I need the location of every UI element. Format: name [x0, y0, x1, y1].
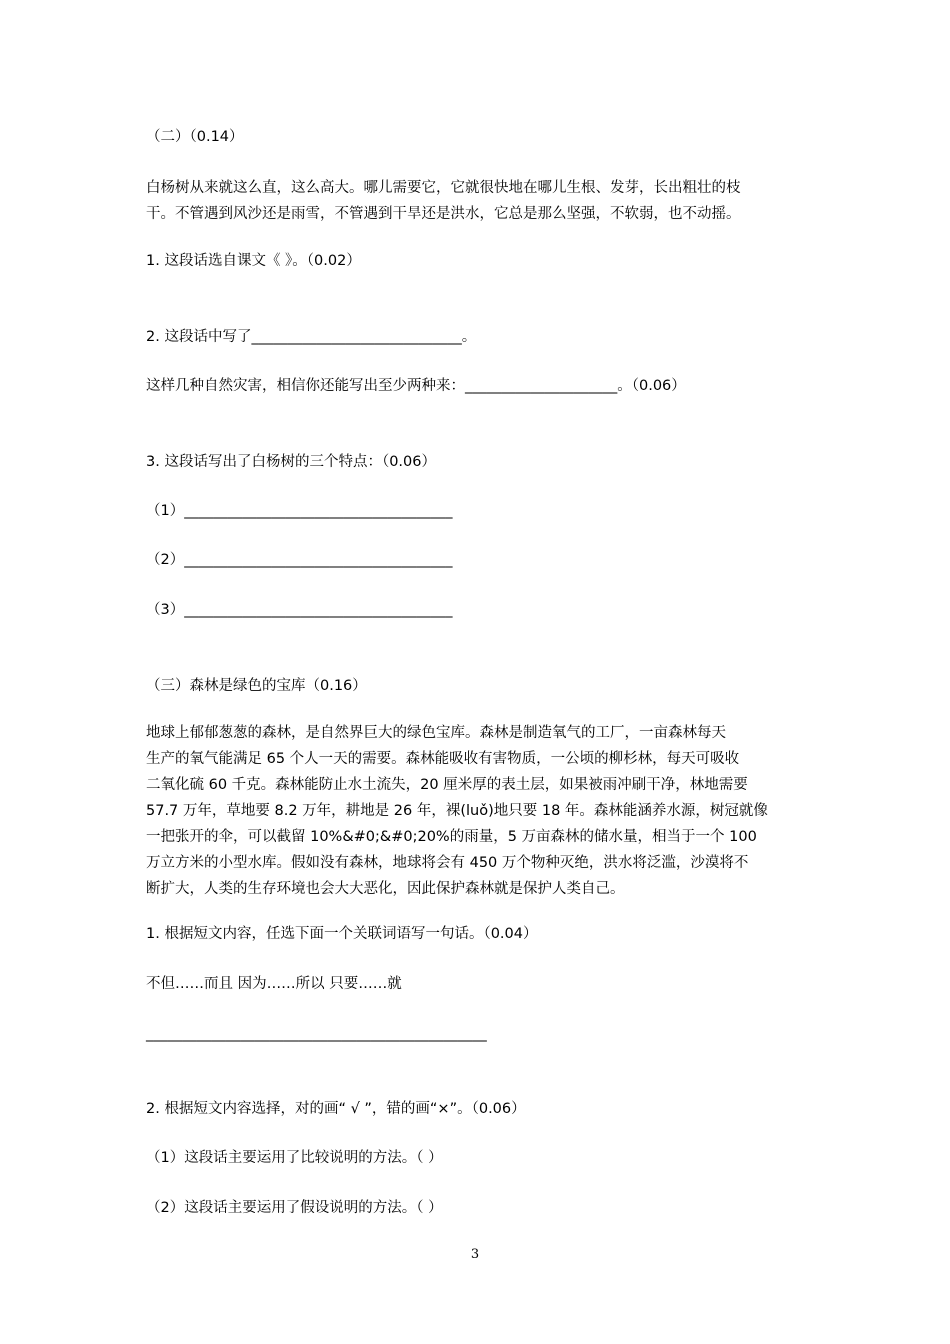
passage-line: 地球上郁郁葱葱的森林，是自然界巨大的绿色宝库。森林是制造氧气的工厂，一亩森林每天: [146, 725, 726, 741]
answer-line-2: （2）_____________________________________: [146, 552, 453, 568]
passage-line: 白杨树从来就这么直，这么高大。哪儿需要它，它就很快地在哪儿生根、发芽，长出粗壮的枝: [146, 180, 741, 196]
true-false-item-1: （1）这段话主要运用了比较说明的方法。（ ）: [146, 1150, 443, 1166]
question-2-1: 1. 这段话选自课文《 》。（0.02）: [146, 253, 361, 269]
question-3-1: 1. 根据短文内容，任选下面一个关联词语写一句话。（0.04）: [146, 926, 538, 942]
section-3-heading: （三）森林是绿色的宝库（0.16）: [146, 678, 367, 694]
passage-line: 二氧化硫 60 千克。森林能防止水土流失，20 厘米厚的表土层，如果被雨冲刷干净，林地需要: [146, 777, 748, 793]
question-3-2: 2. 根据短文内容选择，对的画“ √ ”，错的画“×”。（0.06）: [146, 1101, 526, 1117]
question-2-2b: 这样几种自然灾害，相信你还能写出至少两种来：_____________________。（0.06）: [146, 378, 686, 394]
question-2-3: 3. 这段话写出了白杨树的三个特点：（0.06）: [146, 454, 436, 470]
passage-line: 生产的氧气能满足 65 个人一天的需要。森林能吸收有害物质，一公顷的柳杉林，每天可吸收: [146, 751, 740, 767]
section-3-passage: [146, 720, 810, 902]
question-2-2a: 2. 这段话中写了_____________________________。: [146, 329, 477, 345]
passage-line: 万立方米的小型水库。假如没有森林，地球将会有 450 万个物种灭绝，洪水将泛滥，沙漠将不: [146, 855, 749, 871]
conjunction-options: 不但……而且 因为……所以 只要……就: [146, 976, 402, 992]
answer-line-1: （1）_____________________________________: [146, 503, 453, 519]
true-false-item-2: （2）这段话主要运用了假设说明的方法。（ ）: [146, 1200, 443, 1216]
passage-line: 一把张开的伞，可以截留 10%&#0;&#0;20%的雨量，5 万亩森林的储水量，相当于一个 100: [146, 829, 757, 845]
passage-line: 干。不管遇到风沙还是雨雪，不管遇到干旱还是洪水，它总是那么坚强，不软弱，也不动摇。: [146, 206, 741, 222]
section-2-passage: [146, 175, 810, 227]
passage-line: 57.7 万年，草地要 8.2 万年，耕地是 26 年，裸(luǒ)地只要 18 年。森林能涵养水源，树冠就像: [146, 803, 768, 819]
answer-line-3: （3）_____________________________________: [146, 602, 453, 618]
passage-line: 断扩大，人类的生存环境也会大大恶化，因此保护森林就是保护人类自己。: [146, 881, 625, 897]
answer-line-sentence: _______________________________________________: [146, 1026, 487, 1042]
section-2-heading: （二）（0.14）: [146, 129, 244, 145]
page-number: 3: [470, 1247, 480, 1262]
